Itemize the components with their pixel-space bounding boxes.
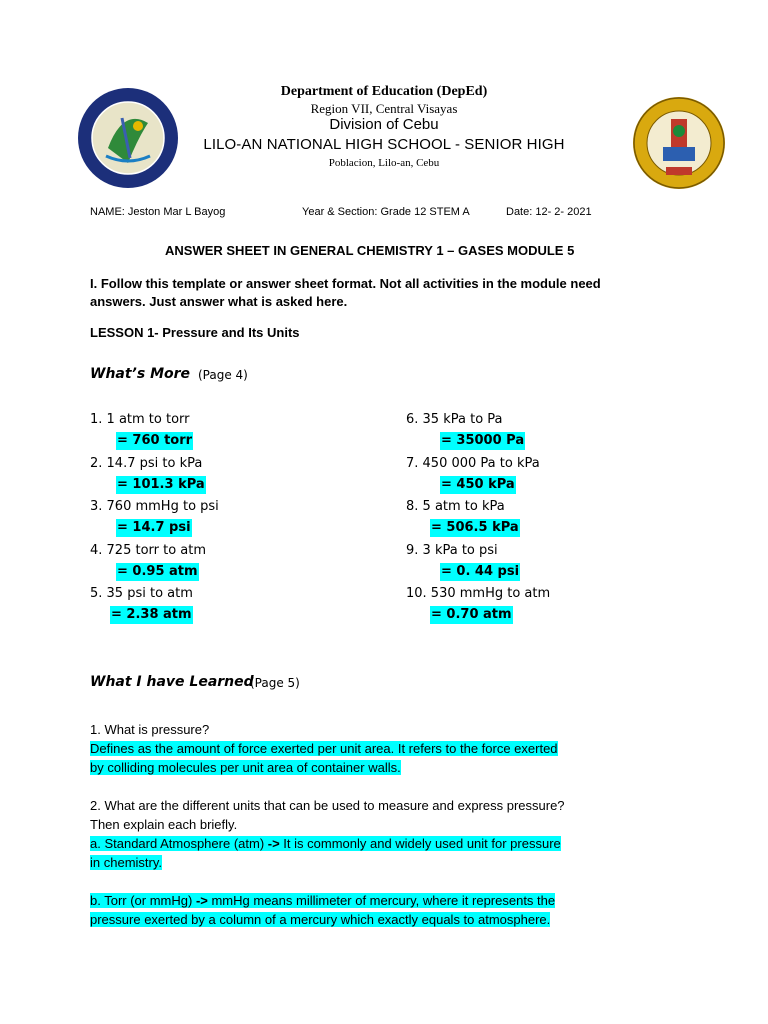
header-division: Division of Cebu (329, 116, 439, 133)
learned-a1-line2 (90, 758, 610, 778)
learned-a1-line1 (90, 739, 610, 759)
answer-9: = 0. 44 psi (441, 564, 520, 579)
question-4: 4. 725 torr to atm (90, 543, 207, 558)
learned-a2a-post: It is commonly and widely used unit for pressure (279, 836, 561, 851)
student-section: Year & Section: Grade 12 STEM A (302, 206, 470, 218)
answer-5: = 2.38 atm (111, 607, 192, 622)
answer-1: = 760 torr (117, 433, 193, 448)
learned-a2b-line2: pressure exerted by a column of a mercury which exactly equals to atmosphere. (90, 912, 551, 927)
student-name: NAME: Jeston Mar L Bayog (90, 206, 226, 218)
whats-more-page: (Page 4) (198, 368, 248, 382)
learned-a1-text-2: by colliding molecules per unit area of container walls. (90, 760, 401, 775)
learned-a2b-line2-row (90, 910, 610, 930)
learned-a2a-line2-row (90, 853, 610, 873)
learned-a2a-arrow: -> (267, 836, 280, 851)
learned-page: (Page 5) (250, 676, 300, 690)
answer-3: = 14.7 psi (117, 520, 191, 535)
learned-a2b-line1 (90, 891, 610, 911)
learned-q2-line1: 2. What are the different units that can be used to measure and express pressure? (90, 798, 565, 813)
learned-a2b-arrow: -> (195, 893, 208, 908)
lesson-heading: LESSON 1- Pressure and Its Units (90, 325, 300, 340)
question-2: 2. 14.7 psi to kPa (90, 456, 203, 471)
answer-4: = 0.95 atm (117, 564, 198, 579)
learned-a2b-post: mmHg means millimeter of mercury, where it represents the (207, 893, 556, 908)
student-date: Date: 12- 2- 2021 (506, 206, 592, 218)
answer-10: = 0.70 atm (431, 607, 512, 622)
question-5: 5. 35 psi to atm (90, 586, 193, 601)
instruction: I. Follow this template or answer sheet format. Not all activities in the module need answers. Just answer what is asked here. (90, 276, 601, 309)
header-school: LILO-AN NATIONAL HIGH SCHOOL - SENIOR HIGH (203, 136, 565, 153)
learned-a2a-line2: in chemistry. (90, 855, 162, 870)
answer-7: = 450 kPa (441, 477, 515, 492)
answer-8: = 506.5 kPa (431, 520, 519, 535)
question-8: 8. 5 atm to kPa (406, 499, 505, 514)
answer-2: = 101.3 kPa (117, 477, 205, 492)
learned-a2b-pre: b. Torr (or mmHg) (90, 893, 196, 908)
learned-a2a-pre: a. Standard Atmosphere (atm) (90, 836, 268, 851)
learned-q2-line2: Then explain each briefly. (90, 817, 238, 832)
header-dept: Department of Education (DepEd) (280, 84, 488, 99)
header-region: Region VII, Central Visayas (310, 101, 458, 116)
sheet-title: ANSWER SHEET IN GENERAL CHEMISTRY 1 – GASES MODULE 5 (165, 243, 575, 258)
learned-heading: What I have Learned (90, 674, 254, 690)
header-address: Poblacion, Lilo-an, Cebu (328, 157, 440, 169)
question-7: 7. 450 000 Pa to kPa (406, 456, 540, 471)
question-6: 6. 35 kPa to Pa (406, 412, 503, 427)
learned-q1: 1. What is pressure? (90, 722, 210, 737)
question-3: 3. 760 mmHg to psi (90, 499, 219, 514)
whats-more-heading: What’s More (90, 366, 191, 382)
question-10: 10. 530 mmHg to atm (406, 586, 551, 601)
learned-a2a-line1 (90, 834, 610, 854)
question-9: 9. 3 kPa to psi (406, 543, 498, 558)
learned-a1-text-1: Defines as the amount of force exerted per unit area. It refers to the force exerted (90, 741, 558, 756)
question-1: 1. 1 atm to torr (90, 412, 190, 427)
answer-6: = 35000 Pa (441, 433, 525, 448)
